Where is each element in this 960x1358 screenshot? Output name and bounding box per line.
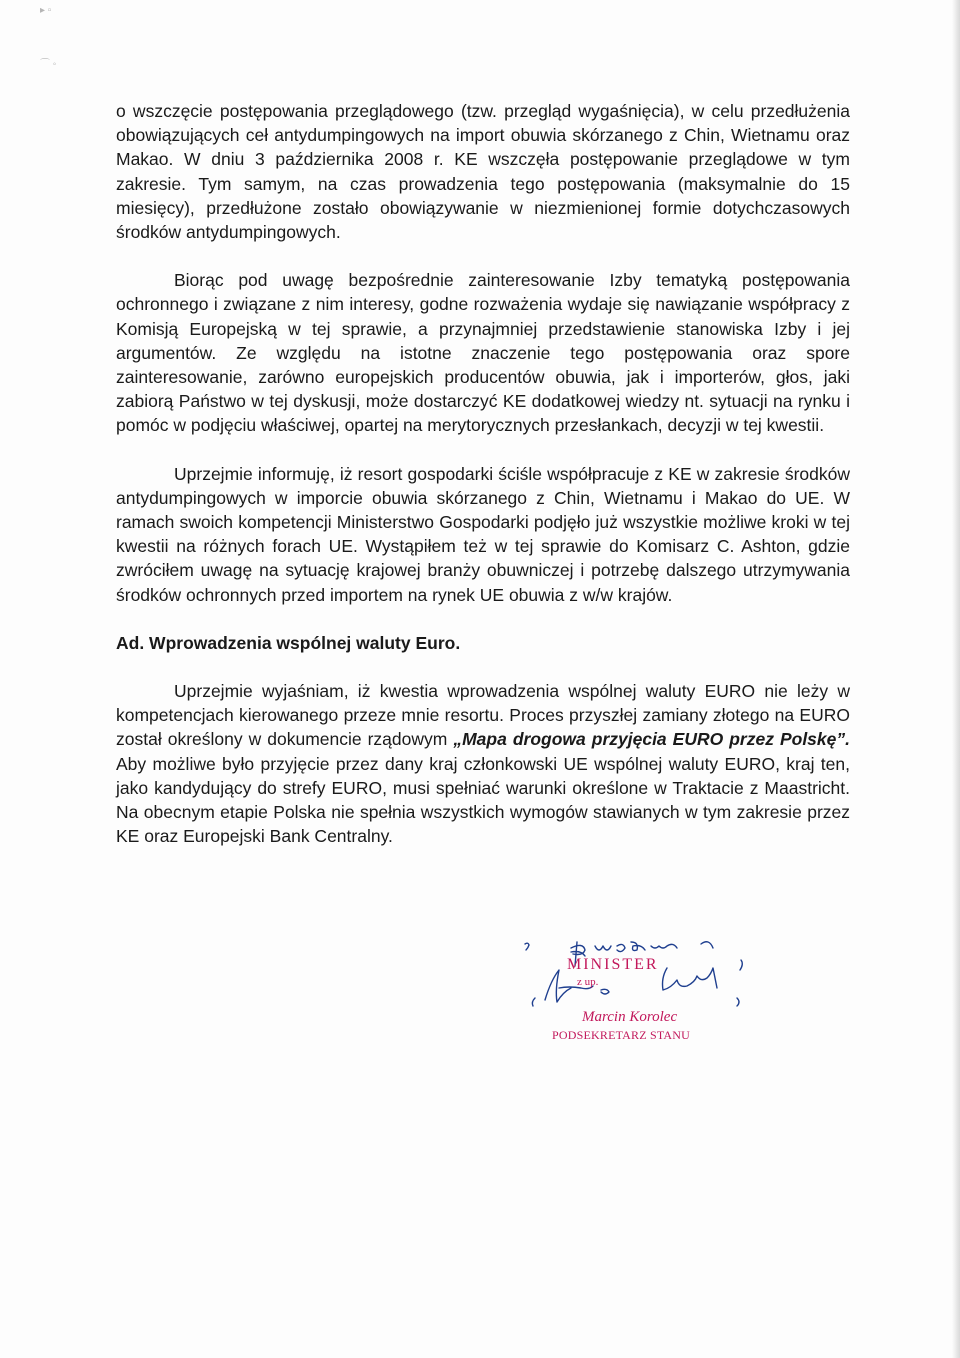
stamp-signatory-title: PODSEKRETARZ STANU (552, 1028, 691, 1042)
euro-text-before: Uprzejmie wyjaśniam, iż kwestia wprowadzenia wspólnej waluty EURO nie leży w kompetencjach kierowanego przeze mnie resortu. Proces przyszłej zamiany złotego na EURO został określony w dokumencie rządowym (116, 681, 850, 750)
signature-block (515, 938, 755, 1048)
paragraph-euro-adoption (116, 679, 850, 848)
stamp-signatory-name: Marcin Korolec (582, 1009, 678, 1025)
scan-corner-mark: ⌒ ◦ (40, 59, 57, 70)
paragraph-ministry-cooperation: Uprzejmie informuję, iż resort gospodarki ściśle współpracuje z KE w zakresie środków antydumpingowych w imporcie obuwia skórzanego z Chin, Wietnamu i Makao do UE. W ramach swoich kompetencji Ministerstwo Gospodarki podjęło już wszystkie możliwe kroki w tej kwestii na różnych forach UE. Wystąpiłem też w tej sprawie do Komisarz C. Ashton, gdzie zwróciłem uwagę na sytuację krajowej branży obuwniczej i potrzebę dalszego utrzymywania środków ochronnych przed importem na rynek UE obuwia z w/w krajów. (116, 463, 850, 605)
stamp-zup: z up. (577, 976, 599, 988)
scan-edge (952, 0, 960, 1358)
section-heading-euro: Ad. Wprowadzenia wspólnej waluty Euro. (116, 632, 461, 653)
paragraph-chamber-cooperation: Biorąc pod uwagę bezpośrednie zainteresowanie Izby tematyką postępowania ochronnego i związane z nim interesy, godne rozważenia wydaje się nawiązanie współpracy z Komisją Europejską w tej sprawie, a przynajmniej przedstawienie stanowiska Izby i jej argumentów. Ze względu na istotne znaczenie tego postępowania oraz spore zainteresowanie, zarówno europejskich producentów obuwia, jak i importerów, głos, jaki zabiorą Państwo w tej dyskusji, może dostarczyć KE dodatkowej wiedzy nt. sytuacji na rynku i pomóc w podjęciu właściwej, opartej na merytorycznych przesłankach, decyzji w tej kwestii. (116, 270, 850, 436)
paragraph-review-procedure: o wszczęcie postępowania przeglądowego (tzw. przegląd wygaśnięcia), w celu przedłużenia obowiązujących ceł antydumpingowych na import obuwia skórzanego z Chin, Wietnamu oraz Makao. W dniu 3 października 2008 r. KE wszczęła postępowanie przeglądowe w tym zakresie. Tym samym, na czas prowadzenia tego postępowania (maksymalnie do 15 miesięcy), przedłużone zostało obowiązywanie w niezmienionej formie dotychczasowych środków antydumpingowych. (116, 101, 850, 243)
euro-roadmap-title: „Mapa drogowa przyjęcia EURO przez Polskę”. (453, 729, 850, 750)
scan-corner-mark: ▸ ▫ (40, 5, 52, 16)
euro-text-after: Aby możliwe było przyjęcie przez dany kraj członkowski UE wspólnej waluty EURO, kraj ten, jako kandydujący do strefy EURO, musi spełniać warunki określone w Traktacie z Maastricht. Na obecnym etapie Polska nie spełnia wszystkich wymogów stawianych w tym zakresie przez KE oraz Europejski Bank Centralny. (116, 753, 850, 847)
stamp-minister: MINISTER (567, 956, 659, 973)
letter-body (116, 99, 850, 848)
